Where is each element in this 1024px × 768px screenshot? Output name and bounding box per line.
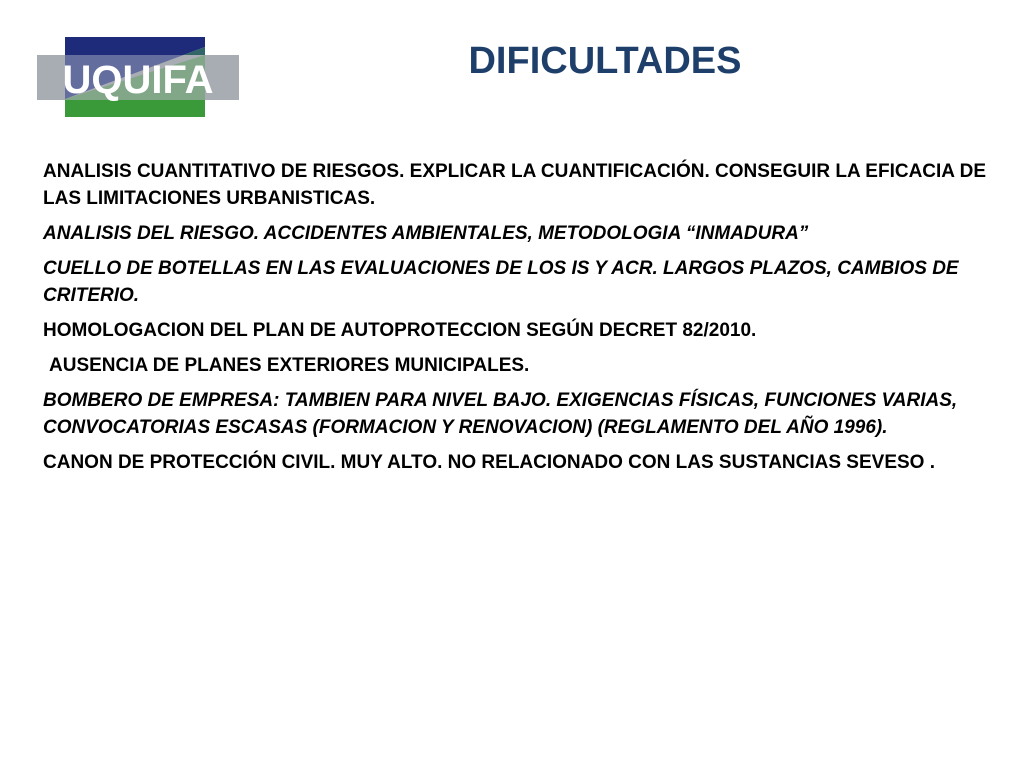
list-item: AUSENCIA DE PLANES EXTERIORES MUNICIPALES.: [49, 355, 530, 376]
list-item: BOMBERO DE EMPRESA: TAMBIEN PARA NIVEL BAJO. EXIGENCIAS FÍSICAS, FUNCIONES VARIAS, CONVOCATORIAS ESCASAS (FORMACION Y RENOVACION) (REGLAMENTO DEL AÑO 1996).: [43, 390, 958, 438]
list-item: CUELLO DE BOTELLAS EN LAS EVALUACIONES DE LOS IS Y ACR. LARGOS PLAZOS, CAMBIOS DE CRITERIO.: [43, 258, 959, 306]
list-item: ANALISIS DEL RIESGO. ACCIDENTES AMBIENTALES, METODOLOGIA “INMADURA”: [43, 223, 809, 244]
uquifa-logo: [37, 37, 239, 117]
list-item: CANON DE PROTECCIÓN CIVIL. MUY ALTO. NO RELACIONADO CON LAS SUSTANCIAS SEVESO .: [43, 452, 936, 473]
list-item: ANALISIS CUANTITATIVO DE RIESGOS. EXPLICAR LA CUANTIFICACIÓN. CONSEGUIR LA EFICACIA DE LAS LIMITACIONES URBANISTICAS.: [43, 161, 986, 209]
logo-text: UQUIFA: [62, 58, 214, 102]
difficulties-list: [43, 158, 993, 484]
list-item: HOMOLOGACION DEL PLAN DE AUTOPROTECCION SEGÚN DECRET 82/2010.: [43, 320, 757, 341]
page-title: DIFICULTADES: [468, 40, 742, 82]
